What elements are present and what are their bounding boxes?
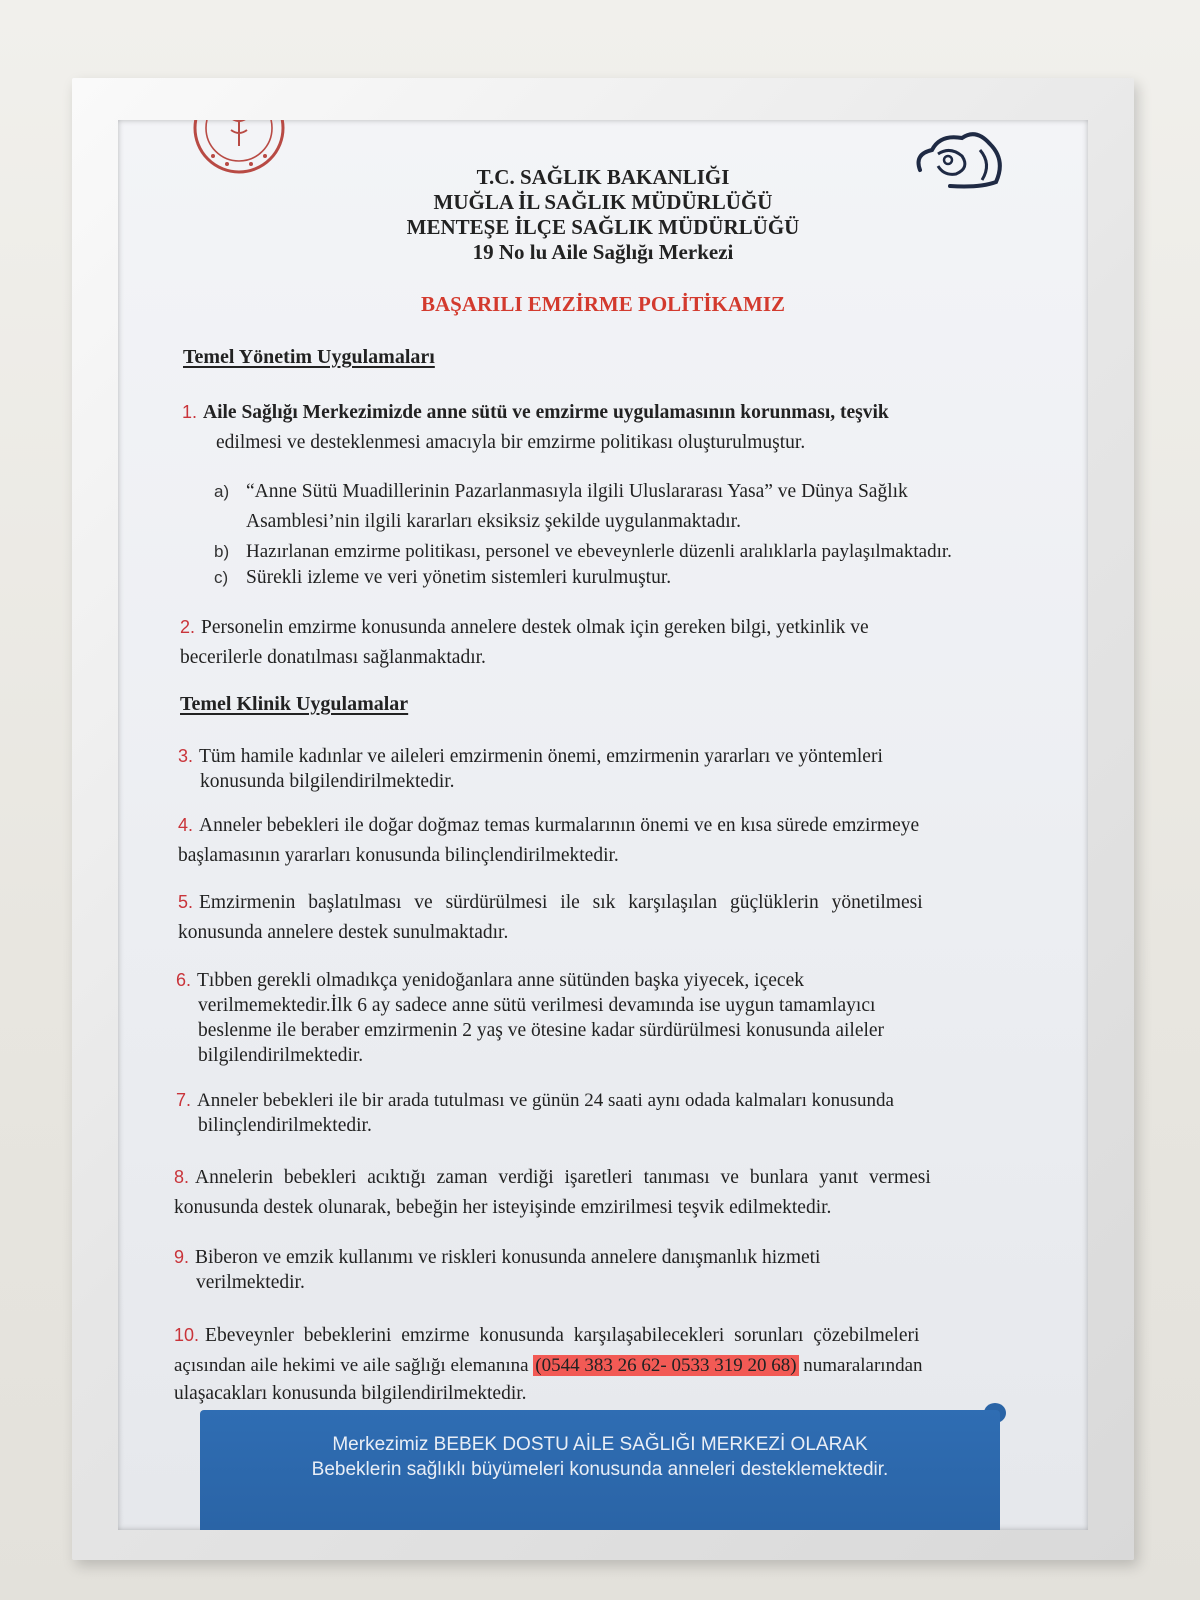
subitem-text: Hazırlanan emzirme politikası, personel ve ebeveynlerle düzenli aralıklarla paylaşılmaktadır. (246, 541, 952, 562)
item-text: konusunda annelere destek sunulmaktadır. (178, 922, 509, 943)
item-text: Aile Sağlığı Merkezimizde anne sütü ve emzirme uygulamasının korunması, teşvik (203, 402, 889, 423)
policy-subitem-c (214, 563, 1074, 593)
policy-item-9 (174, 1245, 1054, 1295)
subitem-text: Sürekli izleme ve veri yönetim sistemleri kurulmuştur. (246, 567, 672, 588)
policy-item-4 (178, 810, 1003, 871)
item-number: 10. (174, 1325, 200, 1345)
item-number: 1. (182, 402, 198, 422)
banner-line-1: Merkezimiz BEBEK DOSTU AİLE SAĞLIĞI MERKEZİ OLARAK (332, 1434, 868, 1455)
item-text: numaralarından (803, 1355, 923, 1376)
item-text: Tüm hamile kadınlar ve aileleri emzirmenin önemi, emzirmenin yararları ve yöntemleri (199, 746, 883, 767)
item-number: 6. (176, 970, 192, 990)
item-text: Ebeveynler bebeklerini emzirme konusunda karşılaşabilecekleri sorunları çözebilmeleri (205, 1325, 920, 1346)
item-number: 8. (174, 1167, 190, 1187)
item-text: Biberon ve emzik kullanımı ve riskleri konusunda annelere danışmanlık hizmeti (195, 1247, 821, 1268)
item-text: ulaşacakları konusunda bilgilendirilmektedir. (174, 1383, 527, 1404)
item-text: bilgilendirilmektedir. (198, 1045, 364, 1066)
item-text: konusunda destek olunarak, bebeğin her isteyişinde emzirilmesi teşvik edilmektedir. (174, 1197, 832, 1218)
item-number: 4. (178, 815, 194, 835)
item-text: becerilerle donatılması sağlanmaktadır. (180, 647, 486, 668)
item-text: açısından aile hekimi ve aile sağlığı elemanına (174, 1355, 529, 1376)
header-ministry: T.C. SAĞLIK BAKANLIĞI (476, 165, 730, 189)
header-center: 19 No lu Aile Sağlığı Merkezi (472, 240, 734, 264)
item-number: 7. (176, 1090, 192, 1110)
item-text: Anneler bebekleri ile doğar doğmaz temas kurmalarının önemi ve en kısa sürede emzirmeye (199, 815, 920, 836)
item-text: Tıbben gerekli olmadıkça yenidoğanlara anne sütünden başka yiyecek, içecek (197, 970, 804, 991)
policy-item-2 (180, 612, 1040, 673)
section-heading-clinical: Temel Klinik Uygulamalar (180, 693, 409, 715)
policy-item-3 (178, 744, 1058, 794)
phone-numbers-highlight: (0544 383 26 62- 0533 319 20 68) (535, 1355, 797, 1376)
poster-paper (118, 120, 1088, 1530)
item-text: edilmesi ve desteklenmesi amacıyla bir emzirme politikası oluşturulmuştur. (216, 432, 806, 453)
subitem-letter: b) (214, 542, 230, 561)
item-text: beslenme ile beraber emzirmenin 2 yaş ve ötesine kadar sürdürülmesi konusunda aileler (198, 1020, 885, 1041)
item-number: 5. (178, 892, 194, 912)
subitem-letter: c) (214, 568, 229, 587)
item-number: 9. (174, 1247, 190, 1267)
item-number: 2. (180, 617, 196, 637)
policy-subitem-a (214, 477, 1074, 537)
policy-item-7 (176, 1088, 1076, 1138)
header-province: MUĞLA İL SAĞLIK MÜDÜRLÜĞÜ (433, 190, 773, 214)
item-text: konusunda bilgilendirilmektedir. (200, 771, 455, 792)
policy-item-5 (178, 887, 1058, 948)
section-heading-management: Temel Yönetim Uygulamaları (183, 346, 435, 368)
subitem-text: Asamblesi’nin ilgili kararları eksiksiz şekilde uygulanmaktadır. (246, 511, 741, 532)
policy-item-8 (174, 1162, 1064, 1223)
baby-friendly-banner (200, 1410, 1000, 1530)
item-text: verilmemektedir.İlk 6 ay sadece anne sütü verilmesi devamında ise uygun tamamlayıcı (198, 995, 876, 1016)
header-district: MENTEŞE İLÇE SAĞLIK MÜDÜRLÜĞÜ (406, 215, 800, 239)
item-number: 3. (178, 746, 194, 766)
banner-line-2: Bebeklerin sağlıklı büyümeleri konusunda anneleri desteklemektedir. (311, 1459, 889, 1480)
item-text: Annelerin bebekleri acıktığı zaman verdiği işaretleri tanıması ve bunlara yanıt vermesi (195, 1167, 931, 1188)
item-text: bilinçlendirilmektedir. (198, 1115, 372, 1136)
document-header (118, 165, 1088, 265)
subitem-text: “Anne Sütü Muadillerinin Pazarlanmasıyla ilgili Uluslararası Yasa” ve Dünya Sağlık (246, 481, 908, 502)
item-text: Emzirmenin başlatılması ve sürdürülmesi ile sık karşılaşılan güçlüklerin yönetilmesi (199, 892, 923, 913)
policy-item-6 (176, 968, 1056, 1068)
item-text: Anneler bebekleri ile bir arada tutulması ve günün 24 saati aynı odada kalmaları konusunda (197, 1090, 894, 1111)
item-text: Personelin emzirme konusunda annelere destek olmak için gereken bilgi, yetkinlik ve (201, 617, 869, 638)
policy-item-1 (182, 397, 1062, 458)
item-text: verilmektedir. (196, 1272, 305, 1293)
policy-title: BAŞARILI EMZİRME POLİTİKAMIZ (420, 292, 786, 316)
item-text: başlamasının yararları konusunda bilinçlendirilmektedir. (178, 845, 619, 866)
subitem-letter: a) (214, 482, 230, 501)
policy-item-10 (174, 1320, 1074, 1407)
